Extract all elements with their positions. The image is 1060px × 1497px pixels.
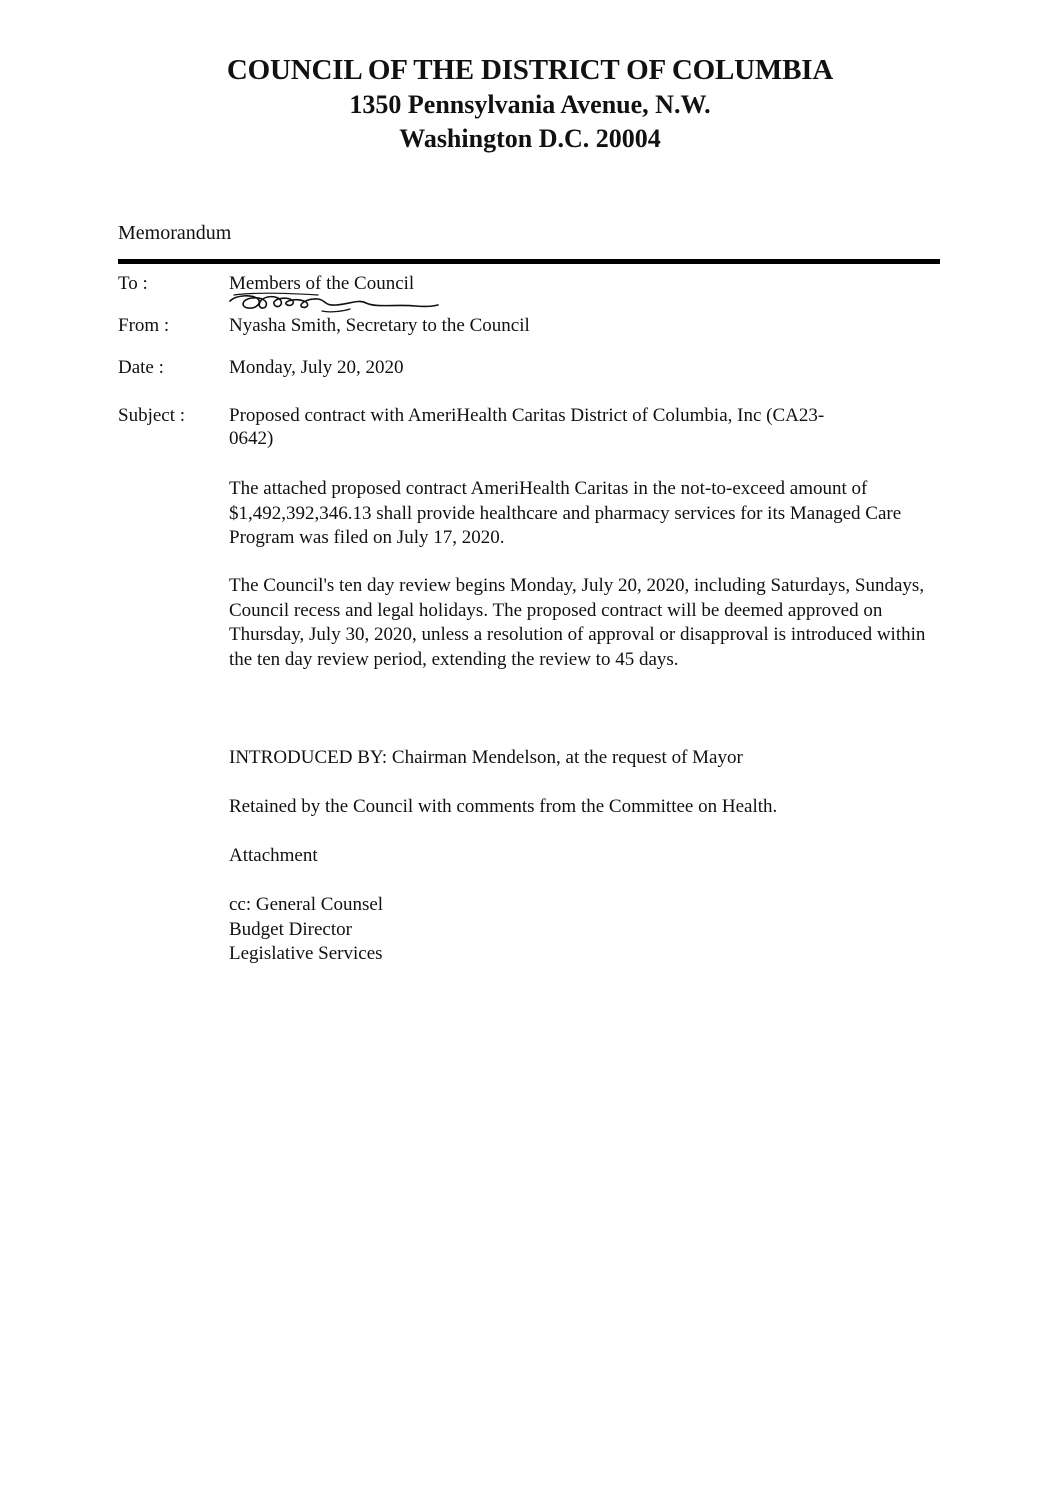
date-label: Date :	[118, 357, 164, 378]
subject-value	[229, 404, 941, 450]
date-value: Monday, July 20, 2020	[229, 357, 404, 378]
memo-heading: Memorandum	[118, 222, 232, 244]
cc-item: cc: General Counsel	[229, 894, 384, 915]
paragraph-review: The Council's ten day review begins Monday, July 20, 2020, including Saturdays, Sundays, Council recess and legal holidays. The proposed contract will be deemed approved on Thursday, July 30, 2020, unless a resolution of approval or disapproval is introduced within the ten day review period, extending the review to 45 days.	[229, 575, 926, 670]
subject-line-1: Proposed contract with AmeriHealth Caritas District of Columbia, Inc (CA23-	[229, 405, 825, 426]
cc-list	[229, 893, 941, 967]
subject-line-2: 0642)	[229, 428, 274, 449]
from-label: From :	[118, 315, 170, 336]
address-line-1: 1350 Pennsylvania Avenue, N.W.	[349, 90, 711, 119]
introduced-by: INTRODUCED BY: Chairman Mendelson, at the request of Mayor	[229, 747, 743, 768]
address-line-2: Washington D.C. 20004	[399, 124, 661, 153]
letterhead	[0, 52, 1060, 156]
attachment-label: Attachment	[229, 845, 318, 866]
paragraph-filing: The attached proposed contract AmeriHealth Caritas in the not-to-exceed amount of $1,492,392,346.13 shall provide healthcare and pharmacy services for its Managed Care Program was filed on July 17, 2020.	[229, 478, 902, 548]
to-value: Members of the Council	[229, 273, 415, 294]
header-divider	[118, 259, 940, 264]
subject-label: Subject :	[118, 405, 186, 426]
retained-note: Retained by the Council with comments from the Committee on Health.	[229, 796, 778, 817]
to-label: To :	[118, 273, 148, 294]
organization-name: COUNCIL OF THE DISTRICT OF COLUMBIA	[226, 54, 834, 86]
cc-item: Budget Director	[229, 918, 352, 940]
cc-item: Legislative Services	[229, 943, 383, 964]
signature-icon	[226, 289, 441, 317]
from-value: Nyasha Smith, Secretary to the Council	[229, 315, 530, 336]
